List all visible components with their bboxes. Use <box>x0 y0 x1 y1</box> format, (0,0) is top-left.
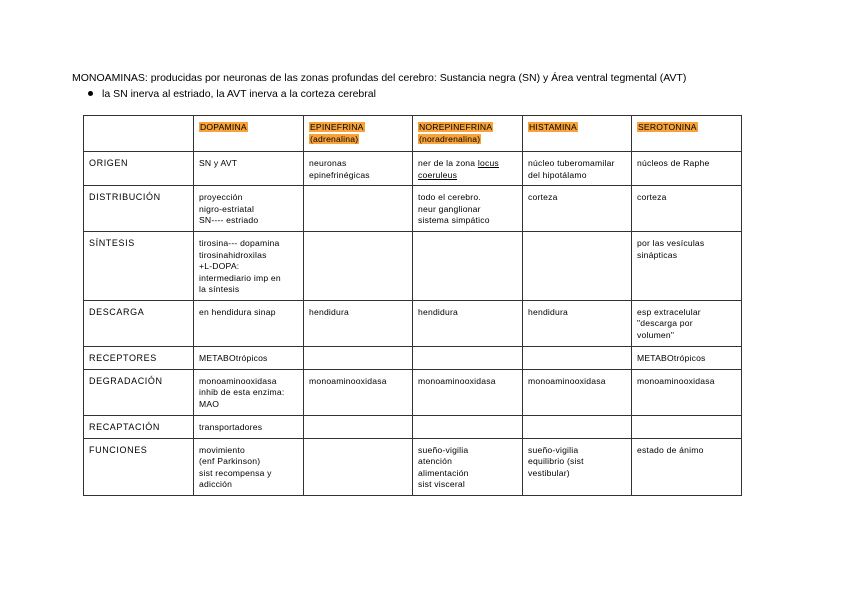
bullet-dot-icon <box>88 91 93 96</box>
table-cell: sueño-vigilia equilibrio (sist vestibular) <box>523 438 632 495</box>
row-label: DESCARGA <box>84 300 194 346</box>
table-cell: sueño-vigilia atención alimentación sist visceral <box>413 438 523 495</box>
header-title: NOREPINEFRINA <box>419 122 493 132</box>
table-cell: neuronas epinefrinégicas <box>304 152 413 186</box>
table-cell: hendidura <box>304 300 413 346</box>
table-cell <box>632 415 742 438</box>
monoamines-table <box>83 115 742 496</box>
table-cell: por las vesículas sinápticas <box>632 232 742 301</box>
bullet-text: la SN inerva al estriado, la AVT inerva a la corteza cerebral <box>102 88 376 100</box>
table-cell <box>413 232 523 301</box>
header-cell-epinefrina <box>304 116 413 152</box>
table-cell: movimiento (enf Parkinson) sist recompensa y adicción <box>194 438 304 495</box>
row-label: RECEPTORES <box>84 346 194 369</box>
table-row <box>84 346 742 369</box>
row-label: SÍNTESIS <box>84 232 194 301</box>
table-cell: corteza <box>523 186 632 232</box>
table-row <box>84 186 742 232</box>
intro-paragraph: MONOAMINAS: producidas por neuronas de las zonas profundas del cerebro: Sustancia negra (SN) y Área ventral tegmental (AVT) <box>72 72 687 84</box>
table-row <box>84 152 742 186</box>
header-title: HISTAMINA <box>529 122 577 132</box>
header-title: DOPAMINA <box>200 122 247 132</box>
header-title: EPINEFRINA <box>310 122 364 132</box>
table-row <box>84 369 742 415</box>
table-cell <box>304 346 413 369</box>
table-cell: METABOtrópicos <box>632 346 742 369</box>
row-label: DISTRIBUCIÓN <box>84 186 194 232</box>
table-corner-cell <box>84 116 194 152</box>
table-cell: estado de ánimo <box>632 438 742 495</box>
table-cell <box>413 415 523 438</box>
header-title: SEROTONINA <box>638 122 697 132</box>
table-cell <box>413 346 523 369</box>
table-cell <box>523 232 632 301</box>
table-row <box>84 415 742 438</box>
header-cell-norepinefrina <box>413 116 523 152</box>
header-cell-dopamina <box>194 116 304 152</box>
table-cell <box>304 438 413 495</box>
table-cell: núcleos de Raphe <box>632 152 742 186</box>
table-cell: monoaminooxidasa <box>523 369 632 415</box>
header-subtitle: (noradrenalina) <box>419 133 481 144</box>
table-cell: hendidura <box>413 300 523 346</box>
table-cell: proyección nigro-estriatal SN---- estriado <box>194 186 304 232</box>
table-cell: monoaminooxidasa inhib de esta enzima: MAO <box>194 369 304 415</box>
header-cell-serotonina <box>632 116 742 152</box>
table-header-row <box>84 116 742 152</box>
table-cell <box>304 186 413 232</box>
table-cell: corteza <box>632 186 742 232</box>
table-cell: monoaminooxidasa <box>304 369 413 415</box>
table-row <box>84 438 742 495</box>
row-label: ORIGEN <box>84 152 194 186</box>
table-cell: esp extracelular "descarga por volumen" <box>632 300 742 346</box>
table-cell <box>523 415 632 438</box>
table-cell: SN y AVT <box>194 152 304 186</box>
table-cell <box>523 346 632 369</box>
table-cell: ner de la zona locus coeruleus <box>413 152 523 186</box>
table-cell <box>304 415 413 438</box>
table-cell <box>304 232 413 301</box>
table-cell: tirosina--- dopamina tirosinahidroxilas +L-DOPA: intermediario imp en la síntesis <box>194 232 304 301</box>
table-cell: hendidura <box>523 300 632 346</box>
header-cell-histamina <box>523 116 632 152</box>
header-subtitle: (adrenalina) <box>310 133 359 144</box>
table-cell: núcleo tuberomamilar del hipotálamo <box>523 152 632 186</box>
table-cell: monoaminooxidasa <box>632 369 742 415</box>
bullet-item <box>88 87 376 101</box>
table-row <box>84 300 742 346</box>
table-cell: transportadores <box>194 415 304 438</box>
table-row <box>84 232 742 301</box>
table-cell: todo el cerebro. neur ganglionar sistema simpático <box>413 186 523 232</box>
row-label: DEGRADACIÓN <box>84 369 194 415</box>
table-cell: METABOtrópicos <box>194 346 304 369</box>
row-label: RECAPTACIÓN <box>84 415 194 438</box>
table-cell: en hendidura sinap <box>194 300 304 346</box>
table-cell: monoaminooxidasa <box>413 369 523 415</box>
row-label: FUNCIONES <box>84 438 194 495</box>
